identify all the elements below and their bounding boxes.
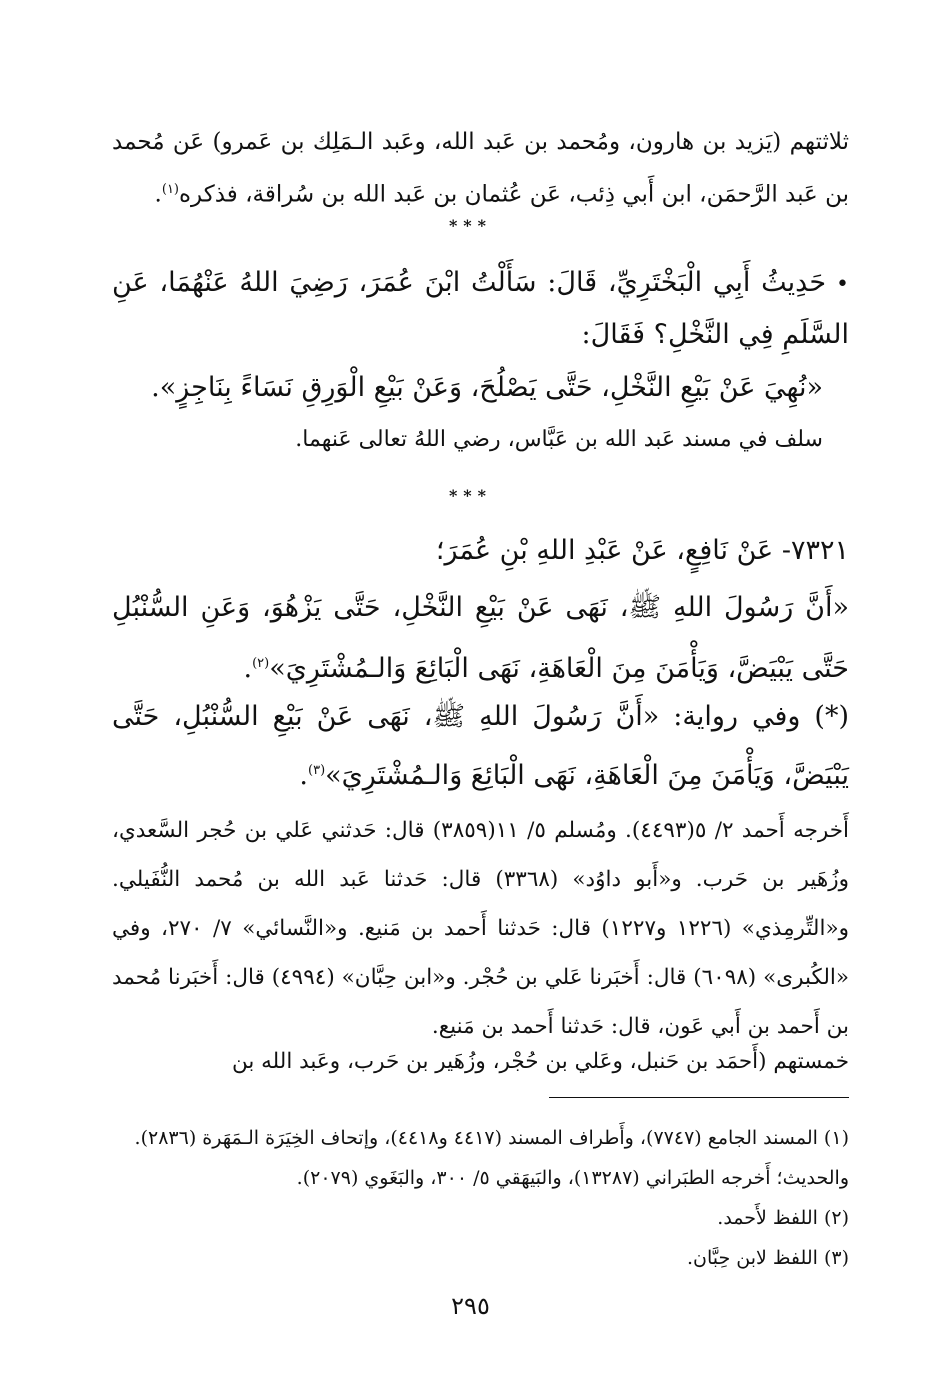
intro-paragraph: ثلاثتهم (يَزيد بن هارون، ومُحمد بن عَبد الله، وعَبد الـمَلِك بن عَمرو) عَن مُحمد بن عَبد الرَّحمَن، ابن أَبي ذِئب، عَن عُثمان بن عَبد الله بن سُراقة، فذكره$^{(١)}$. — [112, 129, 849, 208]
footnote-ref-2: (٢) — [252, 656, 270, 671]
intro-text: ثلاثتهم (يَزيد بن هارون، ومُحمد بن عَبد الله، وعَبد الـمَلِك بن عَمرو) عَن مُحمد بن عَبد الرَّحمَن، ابن أَبي ذِئب، عَن عُثمان بن عَبد الله بن سُراقة، فذكره — [112, 129, 849, 208]
bullet-icon: • — [836, 272, 849, 297]
section-separator: *** — [448, 216, 493, 235]
footnotes — [112, 1118, 849, 1278]
footnote-1: (١) المسند الجامع (٧٧٤٧)، وأَطراف المسند (٤٤١٧ و٤٤١٨)، وإتحاف الخِيَرَة الـمَهَرة (٢٨٣٦). — [134, 1127, 849, 1149]
hadith-quote: «نُهِيَ عَنْ بَيْعِ النَّخْلِ، حَتَّى يَصْلُحَ، وَعَنْ بَيْعِ الْوَرِقِ نَسَاءً بِنَاجِزٍ». — [151, 372, 823, 403]
section-separator: *** — [448, 486, 493, 505]
footnote-ref-3: (٣) — [308, 763, 326, 778]
hadith-number-line: ٧٣٢١- عَنْ نَافِعٍ، عَنْ عَبْدِ اللهِ بْنِ عُمَرَ؛ — [435, 535, 849, 566]
footnote-ref-1: (١) — [161, 182, 179, 197]
footnote-3: (٣) اللفظ لابن حِبَّان. — [686, 1247, 849, 1269]
takhrij-paragraph: أَخرجه أَحمد ٢/ ٥(٤٤٩٣). ومُسلم ٥/ ١١(٣٨٥٩) قال: حَدثني عَلي بن حُجر السَّعدي، وزُهَير بن حَرب. و«أَبو داوُد» (٣٣٦٨) قال: حَدثنا عَبد الله بن مُحمد النُّفَيلي. و«التِّرمِذي» (١٢٢٦ و١٢٢٧) قال: حَدثنا أَحمد بن مَنيع. و«النَّسائي» ٧/ ٢٧٠، وفي «الكُبرى» (٦٠٩٨) قال: أَخبَرنا عَلي بن حُجْر. و«ابن حِبَّان» (٤٩٩٤) قال: أَخبَرنا مُحمد بن أَحمد بن أَبي عَون، قال: حَدثنا أَحمد بن مَنيع. — [112, 818, 850, 1039]
hadith-heading — [112, 258, 849, 360]
hadith-text: «أَنَّ رَسُولَ اللهِ ﷺ، نَهَى عَنْ بَيْعِ النَّخْلِ، حَتَّى يَزْهُوَ، وَعَنِ السُّنْبُلِ حَتَّى يَبْيَضَّ، وَيَأْمَنَ مِنَ الْعَاهَةِ، نَهَى الْبَائِعَ وَالـمُشْتَرِيَ»$^{(٢)}$. — [112, 592, 849, 684]
alternate-narration: (*) وفي رواية: «أَنَّ رَسُولَ اللهِ ﷺ، نَهَى عَنْ بَيْعِ السُّنْبُلِ، حَتَّى يَبْيَضَّ، وَيَأْمَنَ مِنَ الْعَاهَةِ، نَهَى الْبَائِعَ وَالـمُشْتَرِيَ»$^{(٣)}$. — [112, 701, 849, 791]
hadith-heading-text: حَدِيثُ أَبِي الْبَخْتَرِيِّ، قَالَ: سَأَلْتُ ابْنَ عُمَرَ، رَضِيَ اللهُ عَنْهُمَا، عَنِ السَّلَمِ فِي النَّخْلِ؟ فَقَالَ: — [112, 267, 849, 350]
cross-reference-note: سلف في مسند عَبد الله بن عَبَّاس، رضي اللهُ تعالى عَنهما. — [295, 427, 823, 452]
footnote-1-continued: والحديث؛ أَخرجه الطبَراني (١٣٢٨٧)، والبَيهَقي ٥/ ٣٠٠، والبَغَوي (٢٠٧٩). — [296, 1167, 849, 1189]
footnote-divider — [549, 1097, 849, 1098]
alternate-narration-body: (*) وفي رواية: «أَنَّ رَسُولَ اللهِ ﷺ، نَهَى عَنْ بَيْعِ السُّنْبُلِ، حَتَّى يَبْيَضَّ، وَيَأْمَنَ مِنَ الْعَاهَةِ، نَهَى الْبَائِعَ وَالـمُشْتَرِيَ» — [112, 701, 849, 791]
footnote-2: (٢) اللفظ لأَحمد. — [717, 1207, 849, 1229]
page-number: ٢٩٥ — [451, 1292, 490, 1320]
continuation-line: خمستهم (أَحمَد بن حَنبل، وعَلي بن حُجْر، وزُهَير بن حَرب، وعَبد الله بن — [231, 1049, 849, 1074]
hadith-text-body: «أَنَّ رَسُولَ اللهِ ﷺ، نَهَى عَنْ بَيْعِ النَّخْلِ، حَتَّى يَزْهُوَ، وَعَنِ السُّنْبُلِ حَتَّى يَبْيَضَّ، وَيَأْمَنَ مِنَ الْعَاهَةِ، نَهَى الْبَائِعَ وَالـمُشْتَرِيَ» — [112, 592, 849, 684]
